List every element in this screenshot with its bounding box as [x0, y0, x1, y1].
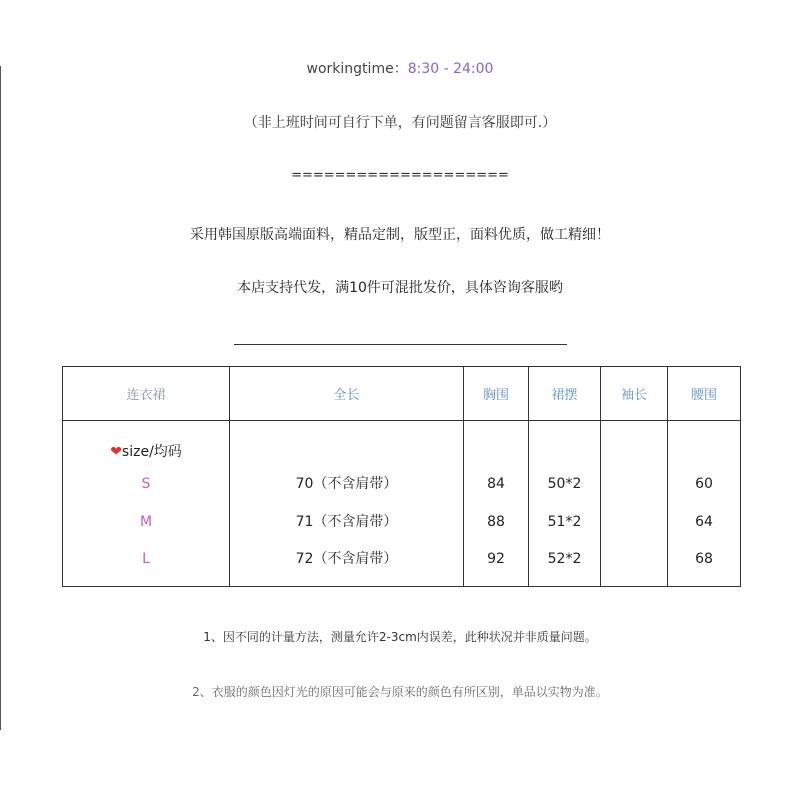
table-body-row: [63, 421, 741, 587]
footnote-color: 2、衣服的颜色因灯光的原因可能会与原来的颜色有所区别，单品以实物为准。: [192, 685, 608, 699]
heart-icon: ❤: [110, 444, 122, 460]
waist-s: 60: [695, 476, 713, 492]
footnote-measurement: 1、因不同的计量方法，测量允许2-3cm内误差，此种状况并非质量问题。: [203, 630, 597, 644]
header-sleeve: 袖长: [601, 367, 668, 421]
size-chart-table: [62, 366, 741, 587]
off-hours-note: （非上班时间可自行下单，有问题留言客服即可.）: [243, 115, 557, 131]
header-full-length: 全长: [230, 367, 464, 421]
hem-m: 51*2: [547, 513, 582, 530]
size-s: S: [141, 476, 151, 492]
hem-column: [529, 421, 601, 587]
chest-column: [464, 421, 529, 587]
chest-s: 84: [487, 476, 505, 492]
fabric-description: 采用韩国原版高端面料，精品定制，版型正，面料优质，做工精细！: [190, 227, 610, 243]
table-header-row: [63, 367, 741, 421]
header-hem: 裙摆: [529, 367, 601, 421]
divider-underline: [234, 344, 567, 345]
full-length-l: 72（不含肩带）: [295, 551, 398, 567]
full-length-column: [230, 421, 464, 587]
header-chest: 胸围: [464, 367, 529, 421]
header-waist: 腰围: [668, 367, 741, 421]
chest-l: 92: [487, 551, 505, 567]
working-time: [0, 58, 800, 78]
size-column: [63, 421, 230, 587]
hem-s: 50*2: [547, 476, 582, 492]
sleeve-column: [601, 421, 668, 587]
working-time-label: workingtime：: [306, 61, 408, 77]
full-length-m: 71（不含肩带）: [295, 513, 398, 530]
size-label-text: size/均码: [121, 444, 182, 460]
header-dress: 连衣裙: [63, 367, 230, 421]
size-m: M: [139, 513, 153, 530]
waist-l: 68: [695, 551, 713, 567]
hem-l: 52*2: [547, 551, 582, 567]
dropship-description: 本店支持代发，满10件可混批发价，具体咨询客服哟: [237, 280, 563, 296]
waist-column: [668, 421, 741, 587]
full-length-s: 70（不含肩带）: [295, 476, 398, 492]
size-l: L: [142, 551, 150, 567]
separator-line: ====================: [291, 168, 509, 183]
chest-m: 88: [487, 513, 505, 530]
waist-m: 64: [695, 513, 713, 530]
working-time-hours: 8:30 - 24:00: [407, 61, 494, 77]
size-label: [110, 439, 182, 466]
